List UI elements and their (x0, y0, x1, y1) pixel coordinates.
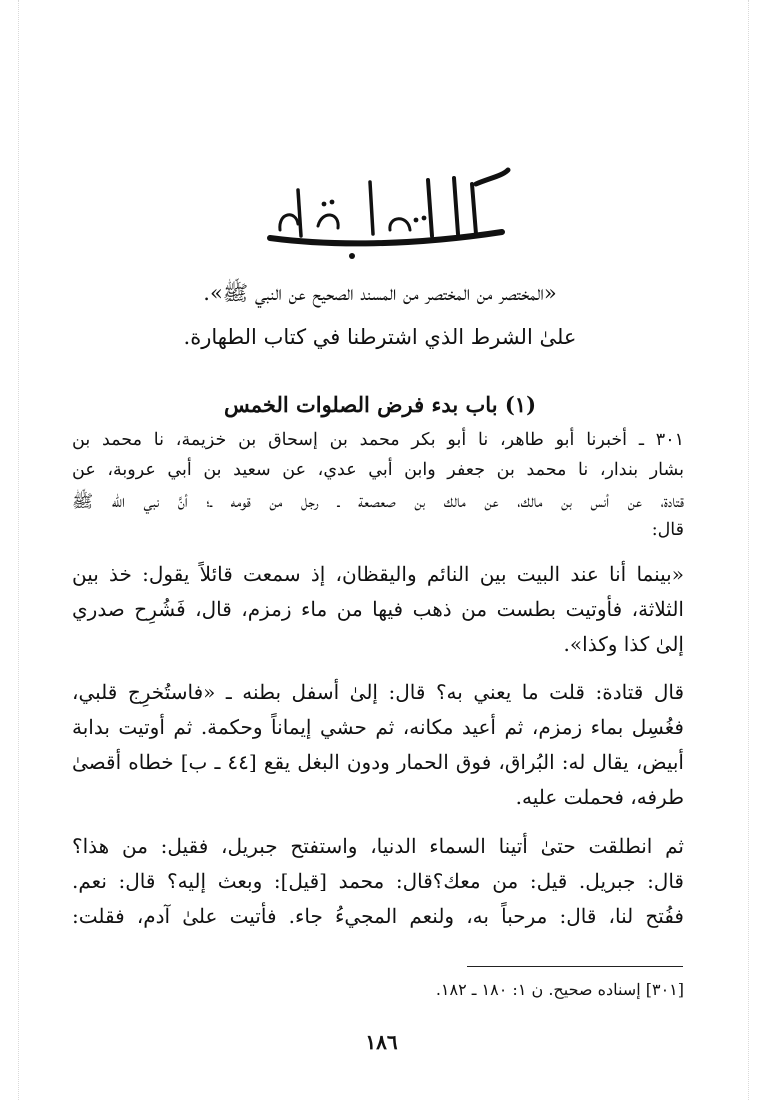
matn-line: ثم انطلقت حتىٰ أتينا السماء الدنيا، واستفتح جبريل، فقيل: من هذا؟ (72, 834, 684, 858)
calligraphic-title (240, 160, 520, 270)
chapter-title: باب بدء فرض الصلوات الخمس (223, 392, 498, 417)
subtitle-condition: علىٰ الشرط الذي اشترطنا في كتاب الطهارة. (183, 325, 577, 349)
matn-line: طرفه، فحملت عليه. (515, 785, 684, 809)
isnad-line: ٣٠١ ـ أخبرنا أبو طاهر، نا أبو بكر محمد بن إسحاق بن خزيمة، نا محمد بن (72, 430, 684, 450)
footnote: [٣٠١] إسناده صحيح. ن ١: ١٨٠ ـ ١٨٢. (435, 980, 684, 999)
subtitle-source: «المختصر من المختصر من المسند الصحيح عن النبي ﷺ». (203, 281, 557, 305)
isnad-line: قال: (651, 520, 684, 540)
footnote-separator (467, 966, 683, 967)
title-text: كتاب الصلاة (360, 261, 400, 270)
matn-line: قال: جبريل. قيل: من معك؟قال: محمد [قيل]: وبعث إليه؟ قال: نعم. (72, 869, 684, 893)
scan-guide-line (18, 0, 19, 1100)
matn-line: قال قتادة: قلت ما يعني به؟ قال: إلىٰ أسفل بطنه ـ «فاستُخرِج قلبي، (72, 680, 684, 704)
title-calligraphy-graphic (240, 160, 520, 270)
matn-line: أبيض، يقال له: البُراق، فوق الحمار ودون البغل يقع [٤٤ ـ ب] خطاه أقصىٰ (72, 750, 684, 774)
isnad-line: قتادة، عن أنس بن مالك، عن مالك بن صعصعة ـ رجل من قومه ـ؛ أنَّ نبي الله ﷺ (72, 492, 684, 512)
matn-line: الثلاثة، فأوتيت بطست من ذهب فيها من ماء زمزم، قال، فَشُرِح صدري (72, 597, 684, 621)
matn-line: فغُسِل بماء زمزم، ثم أعيد مكانه، ثم حشي إيماناً وحكمة. ثم أوتيت بدابة (72, 715, 684, 739)
matn-line: «بينما أنا عند البيت بين النائم واليقظان، إذ سمعت قائلاً يقول: خذ بين (72, 562, 684, 586)
chapter-heading (60, 392, 700, 417)
matn-line: ففُتح لنا، قال: مرحباً به، ولنعم المجيءُ جاء. فأتيت علىٰ آدم، فقلت: (72, 904, 684, 928)
page-number: ١٨٦ (365, 1030, 398, 1054)
chapter-number: (١) (504, 392, 537, 417)
scan-guide-line (748, 0, 749, 1100)
matn-line: إلىٰ كذا وكذا». (563, 632, 684, 656)
isnad-line: بشار بندار، نا محمد بن جعفر وابن أبي عدي، عن سعيد بن أبي عروبة، عن (72, 460, 684, 480)
